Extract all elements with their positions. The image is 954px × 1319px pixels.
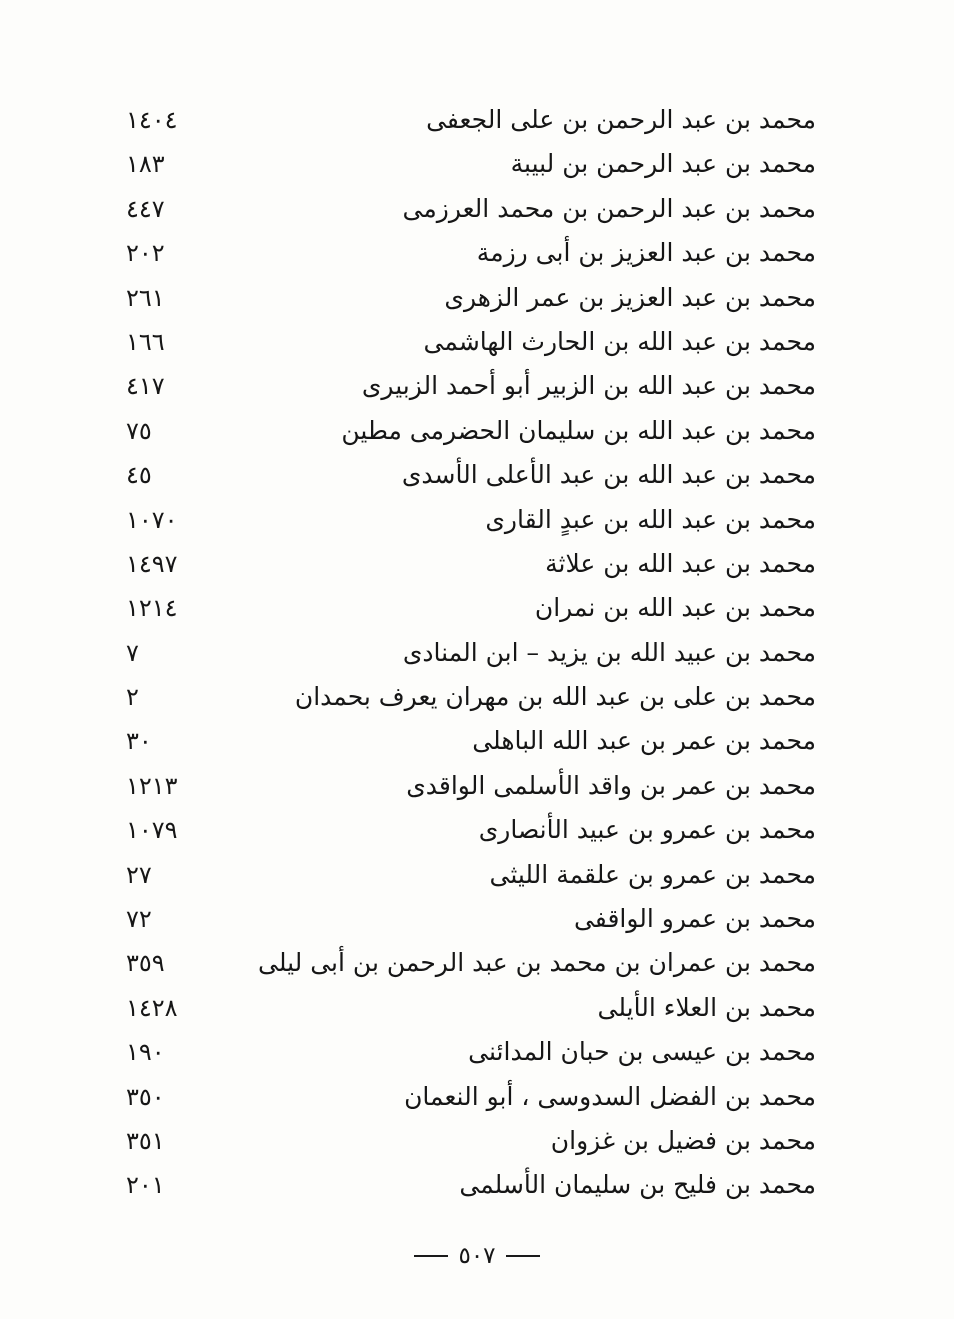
- entry-name: محمد بن عيسى بن حبان المدائنى: [468, 1037, 816, 1067]
- entry-reference-number: ١٢١٣: [126, 771, 178, 800]
- entry-name: محمد بن عبد الله بن نمران: [534, 593, 816, 623]
- index-entry: [0, 1076, 954, 1120]
- index-entry: [0, 1164, 954, 1208]
- entry-name: محمد بن عبد الله بن سليمان الحضرمى مطين: [341, 415, 816, 445]
- entry-reference-number: ١٩٠: [126, 1038, 165, 1067]
- index-entry: [0, 720, 954, 764]
- page-number: ٥٠٧: [458, 1243, 496, 1269]
- entry-name: محمد بن على بن عبد الله بن مهران يعرف بحمدان: [294, 682, 816, 712]
- index-entry: [0, 632, 954, 676]
- entry-reference-number: ٤٥: [126, 461, 152, 490]
- entry-name: محمد بن عبد الرحمن بن لبيبة: [510, 149, 816, 179]
- entry-reference-number: ١٦٦: [126, 327, 165, 356]
- entry-name: محمد بن عبد الله بن علاثة: [545, 548, 816, 578]
- index-entry: [0, 321, 954, 365]
- entry-reference-number: ١٤٩٧: [126, 549, 178, 578]
- entry-reference-number: ٤٤٧: [126, 194, 165, 223]
- entry-name: محمد بن عبد العزيز بن عمر الزهرى: [444, 282, 816, 312]
- entry-reference-number: ١٠٧٩: [126, 816, 178, 845]
- entry-name: محمد بن العلاء الأيلى: [597, 992, 816, 1022]
- entry-reference-number: ٣٥١: [126, 1126, 165, 1155]
- entry-reference-number: ٣٥٩: [126, 949, 165, 978]
- entry-name: محمد بن عبد الله بن الحارث الهاشمى: [423, 326, 816, 356]
- index-entry: [0, 854, 954, 898]
- entry-reference-number: ٧٥: [126, 416, 152, 445]
- index-entry: [0, 499, 954, 543]
- entry-reference-number: ٧: [126, 638, 139, 667]
- entry-reference-number: ١٠٧٠: [126, 505, 178, 534]
- index-entry: [0, 143, 954, 187]
- index-entry: [0, 410, 954, 454]
- entry-reference-number: ١٨٣: [126, 150, 165, 179]
- entry-reference-number: ٣٥٠: [126, 1082, 165, 1111]
- entry-name: محمد بن فليح بن سليمان الأسلمى: [459, 1170, 816, 1200]
- entry-name: محمد بن عمر بن واقد الأسلمى الواقدى: [406, 770, 816, 800]
- index-entry: [0, 765, 954, 809]
- index-entry: [0, 543, 954, 587]
- index-entry: [0, 1031, 954, 1075]
- index-entry: [0, 1120, 954, 1164]
- entry-name: محمد بن عبد الرحمن بن محمد العرزمى: [402, 193, 816, 223]
- entry-reference-number: ١٢١٤: [126, 594, 178, 623]
- name-index-list: [0, 99, 954, 1209]
- index-entry: [0, 277, 954, 321]
- index-entry: [0, 188, 954, 232]
- entry-name: محمد بن عمر بن عبد الله الباهلى: [472, 726, 816, 756]
- entry-reference-number: ٢٧: [126, 860, 152, 889]
- entry-reference-number: ٤١٧: [126, 372, 165, 401]
- index-entry: [0, 587, 954, 631]
- index-entry: [0, 454, 954, 498]
- entry-reference-number: ١٤٢٨: [126, 993, 178, 1022]
- entry-name: محمد بن عمرو الواقفى: [573, 904, 816, 934]
- index-entry: [0, 365, 954, 409]
- index-entry: [0, 676, 954, 720]
- index-entry: [0, 898, 954, 942]
- entry-reference-number: ٢٦١: [126, 283, 165, 312]
- entry-name: محمد بن الفضل السدوسى ، أبو النعمان: [404, 1081, 816, 1111]
- entry-name: محمد بن عبد الله بن عبد الأعلى الأسدى: [401, 460, 816, 490]
- entry-reference-number: ٢: [126, 683, 139, 712]
- entry-name: محمد بن عبد الله بن الزبير أبو أحمد الزبيرى: [361, 371, 816, 401]
- entry-reference-number: ٢٠١: [126, 1171, 165, 1200]
- entry-reference-number: ١٤٠٤: [126, 106, 178, 134]
- entry-name: محمد بن عبيد الله بن يزيد – ابن المنادى: [402, 637, 816, 667]
- footer-dash-right: [506, 1255, 540, 1257]
- index-entry: [0, 232, 954, 276]
- index-entry: [0, 99, 954, 143]
- entry-reference-number: ٢٠٢: [126, 239, 165, 268]
- entry-name: محمد بن فضيل بن غزوان: [550, 1125, 816, 1155]
- entry-name: محمد بن عبد العزيز بن أبى رزمة: [476, 238, 816, 268]
- index-entry: [0, 809, 954, 853]
- entry-reference-number: ٣٠: [126, 727, 152, 756]
- entry-name: محمد بن عبد الرحمن بن على الجعفى: [426, 105, 816, 134]
- entry-name: محمد بن عمرو بن علقمة الليثى: [489, 859, 816, 889]
- entry-name: محمد بن عمران بن محمد بن عبد الرحمن بن أبى ليلى: [258, 948, 816, 978]
- index-entry: [0, 942, 954, 986]
- entry-name: محمد بن عمرو بن عبيد الأنصارى: [478, 815, 816, 845]
- footer-dash-left: [414, 1255, 448, 1257]
- index-entry: [0, 987, 954, 1031]
- entry-name: محمد بن عبد الله بن عبدٍ القارى: [485, 504, 816, 534]
- entry-reference-number: ٧٢: [126, 905, 152, 934]
- page-footer: [0, 1239, 954, 1273]
